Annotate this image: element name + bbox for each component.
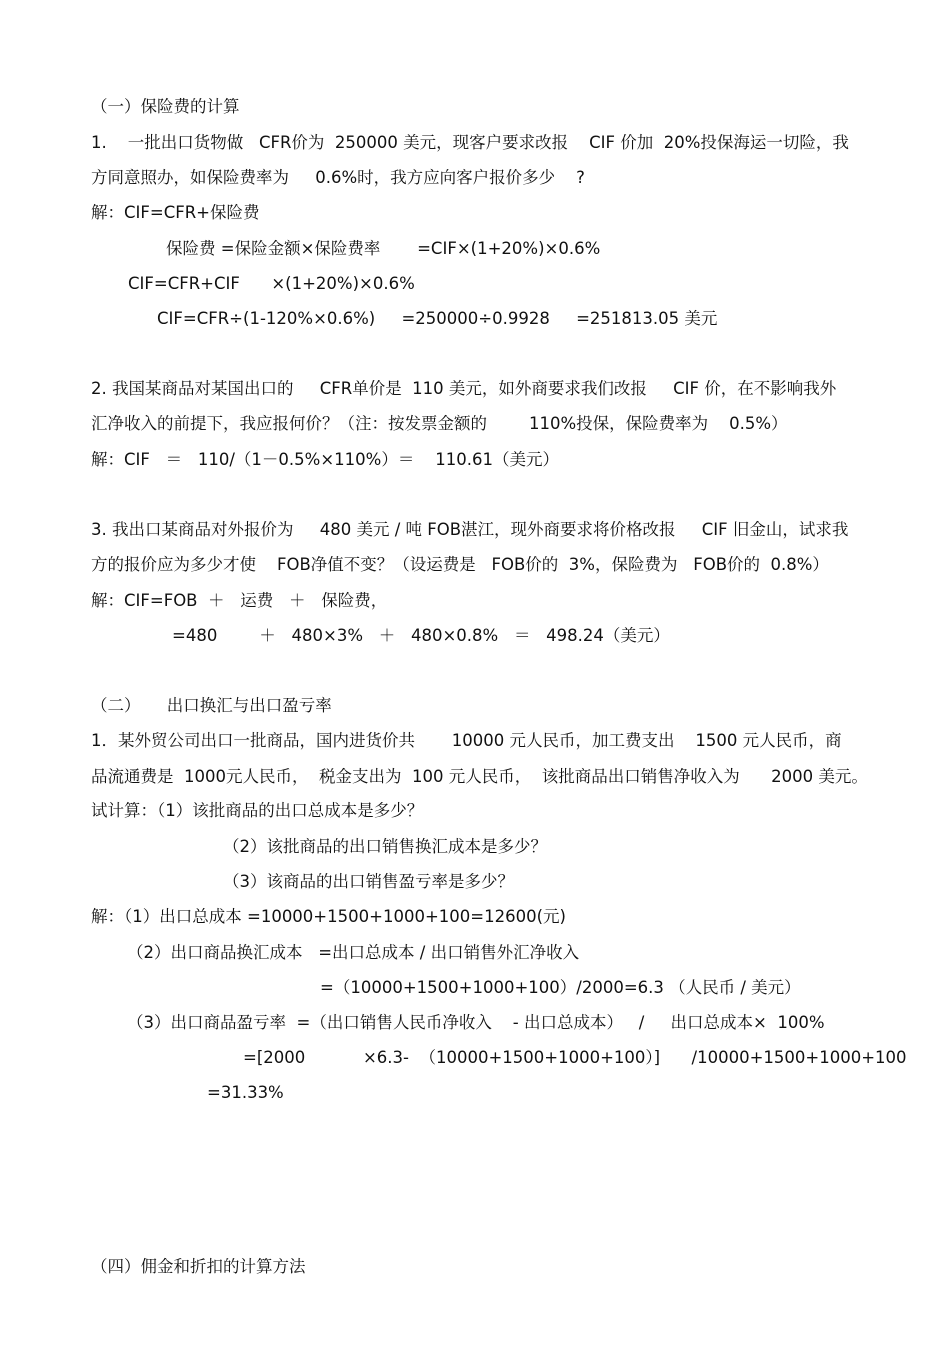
solution-4-line-3: =（10000+1500+1000+100）/2000=6.3 （人民币 / 美元） (320, 978, 801, 997)
question-3-line-1: 3. 我出口某商品对外报价为 480 美元 / 吨 FOB湛江，现外商要求将价格改报 CIF 旧金山，试求我 (91, 520, 849, 539)
question-1-line-2: 方同意照办，如保险费率为 0.6%时，我方应向客户报价多少 ? (91, 168, 585, 187)
solution-1-line-4: CIF=CFR÷(1-120%×0.6%) =250000÷0.9928 =251813.05 美元 (157, 309, 718, 328)
question-2-line-2: 汇净收入的前提下，我应报何价？（注：按发票金额的 110%投保，保险费率为 0.5%） (91, 414, 788, 433)
section-heading-commission: （四）佣金和折扣的计算方法 (91, 1257, 306, 1276)
question-1-line-1: 1. 一批出口货物做 CFR价为 250000 美元，现客户要求改报 CIF 价加 20%投保海运一切险，我 (91, 133, 849, 152)
question-4-line-5: （3）该商品的出口销售盈亏率是多少？ (223, 872, 514, 891)
solution-1-line-1: 解：CIF=CFR+保险费 (91, 203, 260, 222)
question-2-line-1: 2. 我国某商品对某国出口的 CFR单价是 110 美元，如外商要求我们改报 CIF 价，在不影响我外 (91, 379, 837, 398)
question-4-line-3: 试计算：（1）该批商品的出口总成本是多少？ (91, 801, 424, 820)
solution-4-line-1: 解：（1）出口总成本 =10000+1500+1000+100=12600(元) (91, 907, 566, 926)
solution-4-line-4: （3）出口商品盈亏率 =（出口销售人民币净收入 - 出口总成本） / 出口总成本× 100% (127, 1013, 825, 1032)
solution-3-line-2: =480 ＋ 480×3% ＋ 480×0.8% ＝ 498.24（美元） (172, 626, 670, 645)
section-heading-insurance: （一）保险费的计算 (91, 97, 240, 116)
question-4-line-4: （2）该批商品的出口销售换汇成本是多少？ (223, 837, 547, 856)
solution-4-line-5: =[2000 ×6.3- （10000+1500+1000+100）] /10000+1500+1000+100 (243, 1048, 907, 1067)
solution-2-line-1: 解：CIF ＝ 110/（1－0.5%×110%）＝ 110.61（美元） (91, 450, 560, 469)
question-3-line-2: 方的报价应为多少才使 FOB净值不变？（设运费是 FOB价的 3%，保险费为 FOB价的 0.8%） (91, 555, 829, 574)
solution-3-line-1: 解：CIF=FOB ＋ 运费 ＋ 保险费， (91, 591, 388, 610)
solution-4-line-6: =31.33% (207, 1083, 284, 1102)
solution-4-line-2: （2）出口商品换汇成本 =出口总成本 / 出口销售外汇净收入 (127, 943, 580, 962)
question-4-line-1: 1．某外贸公司出口一批商品，国内进货价共 10000 元人民币，加工费支出 1500 元人民币，商 (91, 731, 842, 750)
solution-1-line-2: 保险费 =保险金额×保险费率 =CIF×(1+20%)×0.6% (166, 239, 601, 258)
question-4-line-2: 品流通费是 1000元人民币， 税金支出为 100 元人民币， 该批商品出口销售净收入为 2000 美元。 (91, 767, 868, 786)
section-heading-exchange: （二） 出口换汇与出口盈亏率 (91, 696, 332, 715)
solution-1-line-3: CIF=CFR+CIF ×(1+20%)×0.6% (128, 274, 415, 293)
